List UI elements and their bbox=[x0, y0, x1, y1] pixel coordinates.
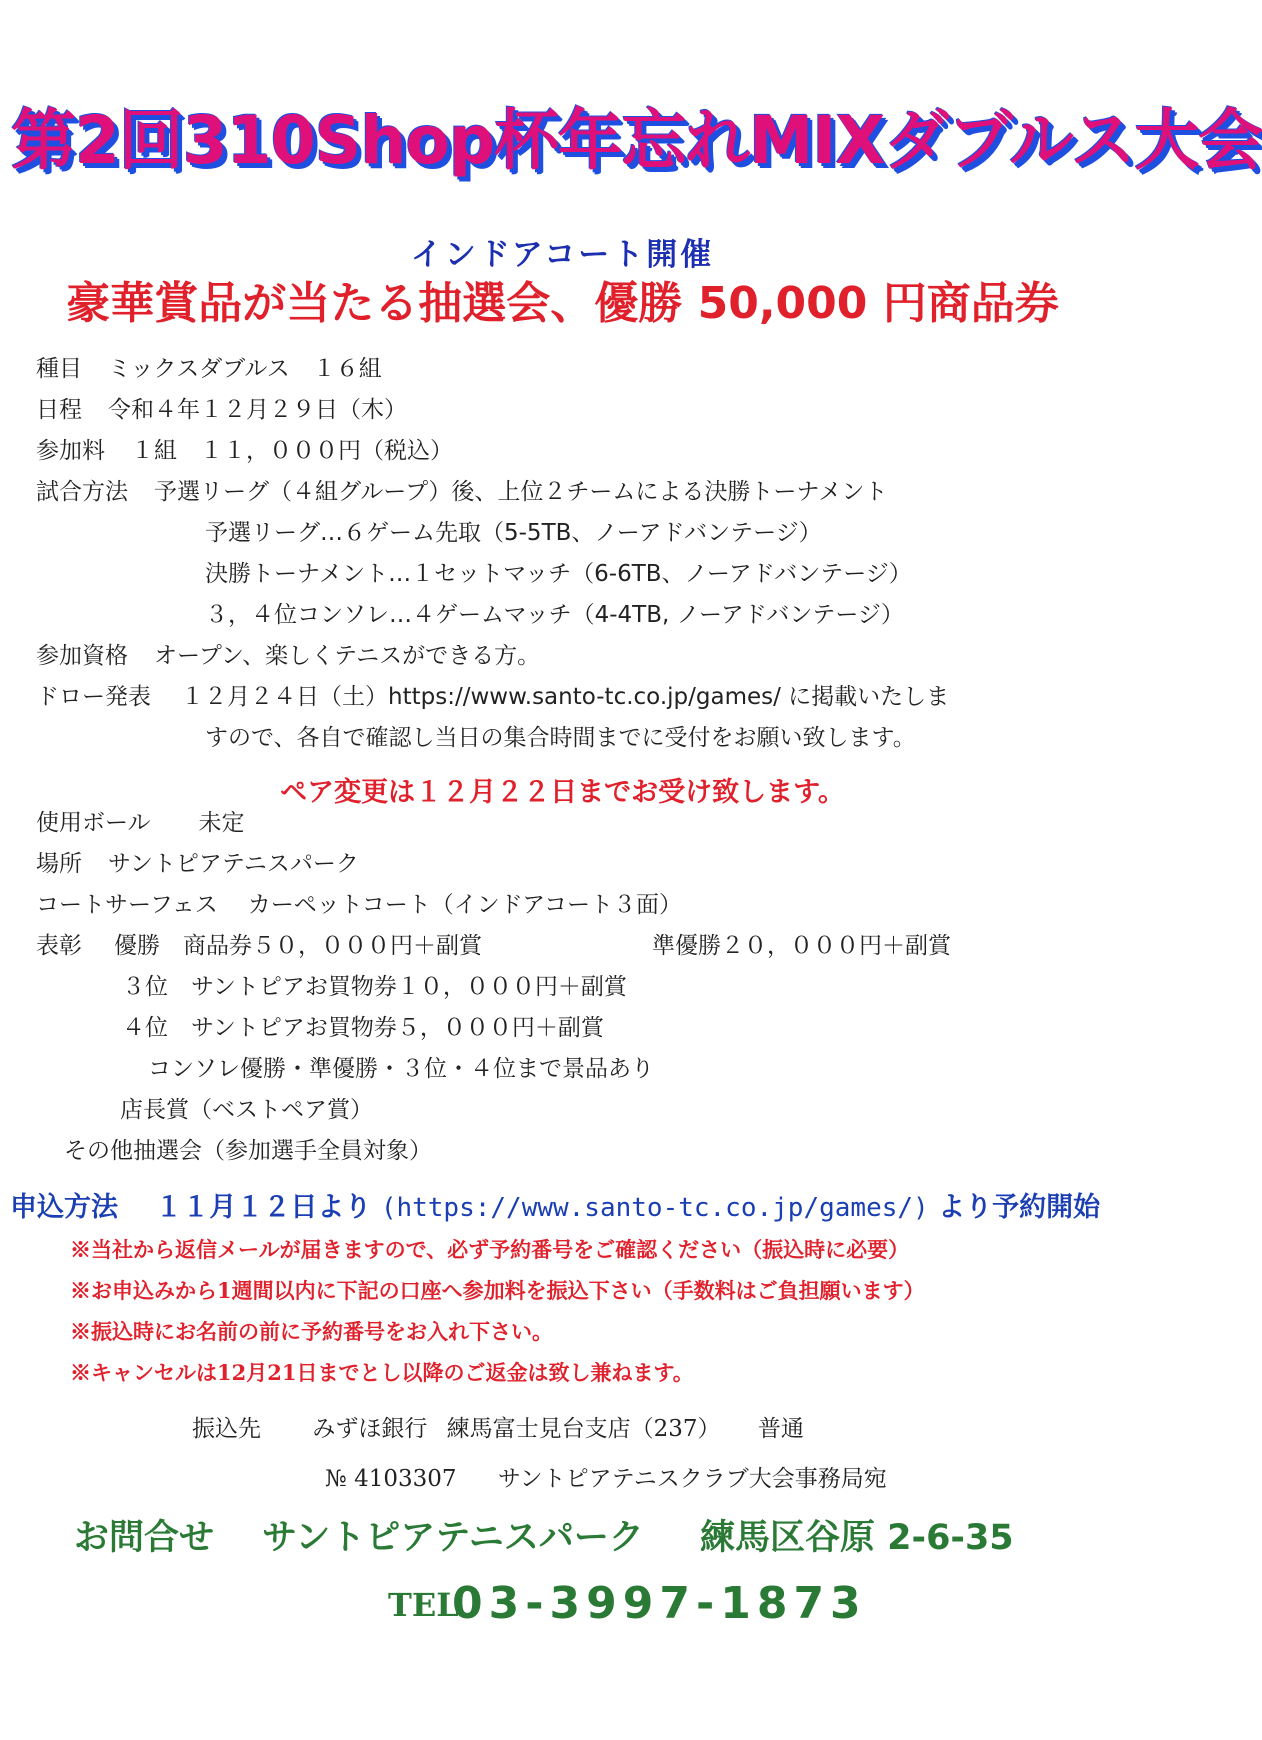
format-line-2: 決勝トーナメント…１セットマッチ（6-6TB、ノーアドバンテージ） bbox=[205, 561, 912, 587]
bank-label: 振込先 bbox=[192, 1416, 261, 1442]
award-lottery: その他抽選会（参加選手全員対象） bbox=[64, 1138, 432, 1164]
ball-row bbox=[36, 812, 245, 835]
bank-name: みずほ銀行 bbox=[312, 1416, 428, 1442]
apply-suffix: より予約開始 bbox=[938, 1192, 1101, 1223]
eligibility-row bbox=[36, 645, 540, 668]
award-third: ３位 サントピアお買物券１０，０００円＋副賞 bbox=[122, 974, 627, 1000]
item-label: 種目 bbox=[36, 356, 82, 382]
surface-row bbox=[36, 894, 682, 917]
item-row bbox=[36, 358, 382, 381]
surface-value: カーペットコート（インドアコート３面） bbox=[247, 892, 682, 918]
award-fourth: ４位 サントピアお買物券５，０００円＋副賞 bbox=[122, 1015, 604, 1041]
date-row bbox=[36, 399, 407, 422]
ball-label: 使用ボール bbox=[36, 810, 151, 836]
venue-value: サントピアテニスパーク bbox=[108, 851, 359, 877]
eligibility-label: 参加資格 bbox=[36, 643, 128, 669]
award-consolation: コンソレ優勝・準優勝・３位・４位まで景品あり bbox=[148, 1056, 654, 1082]
format-label: 試合方法 bbox=[36, 479, 128, 505]
note-4: ※キャンセルは12月21日までとし以降のご返金は致し兼ねます。 bbox=[70, 1360, 694, 1385]
apply-start: １１月１２日より bbox=[155, 1192, 372, 1223]
awards-row bbox=[36, 935, 482, 958]
date-value: 令和４年１２月２９日（木） bbox=[108, 397, 407, 423]
page-title: 第2回310Shop杯年忘れMIXダブルス大会 bbox=[11, 102, 1262, 179]
contact-address: 練馬区谷原 2-6-35 bbox=[700, 1518, 1014, 1558]
award-first: 優勝 商品券５０，０００円＋副賞 bbox=[114, 933, 482, 959]
draw-label: ドロー発表 bbox=[36, 684, 151, 710]
bank-row bbox=[192, 1410, 804, 1443]
draw-value-continued: すので、各自で確認し当日の集合時間までに受付をお願い致します。 bbox=[205, 725, 916, 751]
note-3: ※振込時にお名前の前に予約番号をお入れ下さい。 bbox=[70, 1319, 553, 1344]
note-1: ※当社から返信メールが届きますので、必ず予約番号をご確認ください（振込時に必要） bbox=[70, 1237, 910, 1262]
draw-row bbox=[36, 686, 949, 709]
surface-label: コートサーフェス bbox=[36, 892, 218, 918]
format-line-3: ３，４位コンソレ…４ゲームマッチ（4-4TB, ノーアドバンテージ） bbox=[205, 602, 904, 628]
award-manager: 店長賞（ベストペア賞） bbox=[120, 1097, 373, 1123]
subtitle: インドアコート開催 bbox=[410, 237, 715, 273]
fee-row bbox=[36, 440, 453, 463]
account-holder: サントピアテニスクラブ大会事務局宛 bbox=[497, 1466, 887, 1492]
tel-label: TEL bbox=[388, 1586, 459, 1624]
venue-row bbox=[36, 853, 359, 876]
contact-name: サントピアテニスパーク bbox=[262, 1518, 644, 1558]
format-line-1: 予選リーグ…６ゲーム先取（5-5TB、ノーアドバンテージ） bbox=[205, 520, 822, 546]
format-row bbox=[36, 481, 887, 504]
awards-label: 表彰 bbox=[36, 933, 82, 959]
apply-label: 申込方法 bbox=[10, 1192, 118, 1223]
prize-headline: 豪華賞品が当たる抽選会、優勝 50,000 円商品券 bbox=[66, 278, 1059, 329]
item-value: ミックスダブルス １６組 bbox=[108, 356, 382, 382]
fee-value: １組 １１，０００円（税込） bbox=[131, 438, 453, 464]
fee-label: 参加料 bbox=[36, 438, 105, 464]
tel-number[interactable]: 03-3997-1873 bbox=[452, 1578, 867, 1629]
ball-value: 未定 bbox=[198, 810, 245, 836]
format-value: 予選リーグ（４組グループ）後、上位２チームによる決勝トーナメント bbox=[154, 479, 888, 505]
account-number: № 4103307 bbox=[325, 1466, 457, 1492]
venue-label: 場所 bbox=[36, 851, 82, 877]
account-row bbox=[325, 1460, 887, 1493]
eligibility-value: オープン、楽しくテニスができる方。 bbox=[154, 643, 541, 669]
note-2: ※お申込みから1週間以内に下記の口座へ参加料を振込下さい（手数料はご負担願います） bbox=[70, 1278, 925, 1303]
draw-value: １２月２４日（土）https://www.santo-tc.co.jp/games/ に掲載いたしま bbox=[181, 684, 950, 710]
bank-account-type: 普通 bbox=[757, 1416, 804, 1442]
pair-change-notice: ペア変更は１２月２２日までお受け致します。 bbox=[280, 777, 845, 808]
contact-label: お問合せ bbox=[74, 1518, 215, 1558]
award-second: 準優勝２０，０００円＋副賞 bbox=[652, 933, 951, 959]
date-label: 日程 bbox=[36, 397, 82, 423]
bank-branch: 練馬富士見台支店（237） bbox=[446, 1416, 721, 1442]
apply-url-link[interactable]: (https://www.santo-tc.co.jp/games/) bbox=[380, 1193, 929, 1223]
apply-row bbox=[10, 1185, 1100, 1224]
